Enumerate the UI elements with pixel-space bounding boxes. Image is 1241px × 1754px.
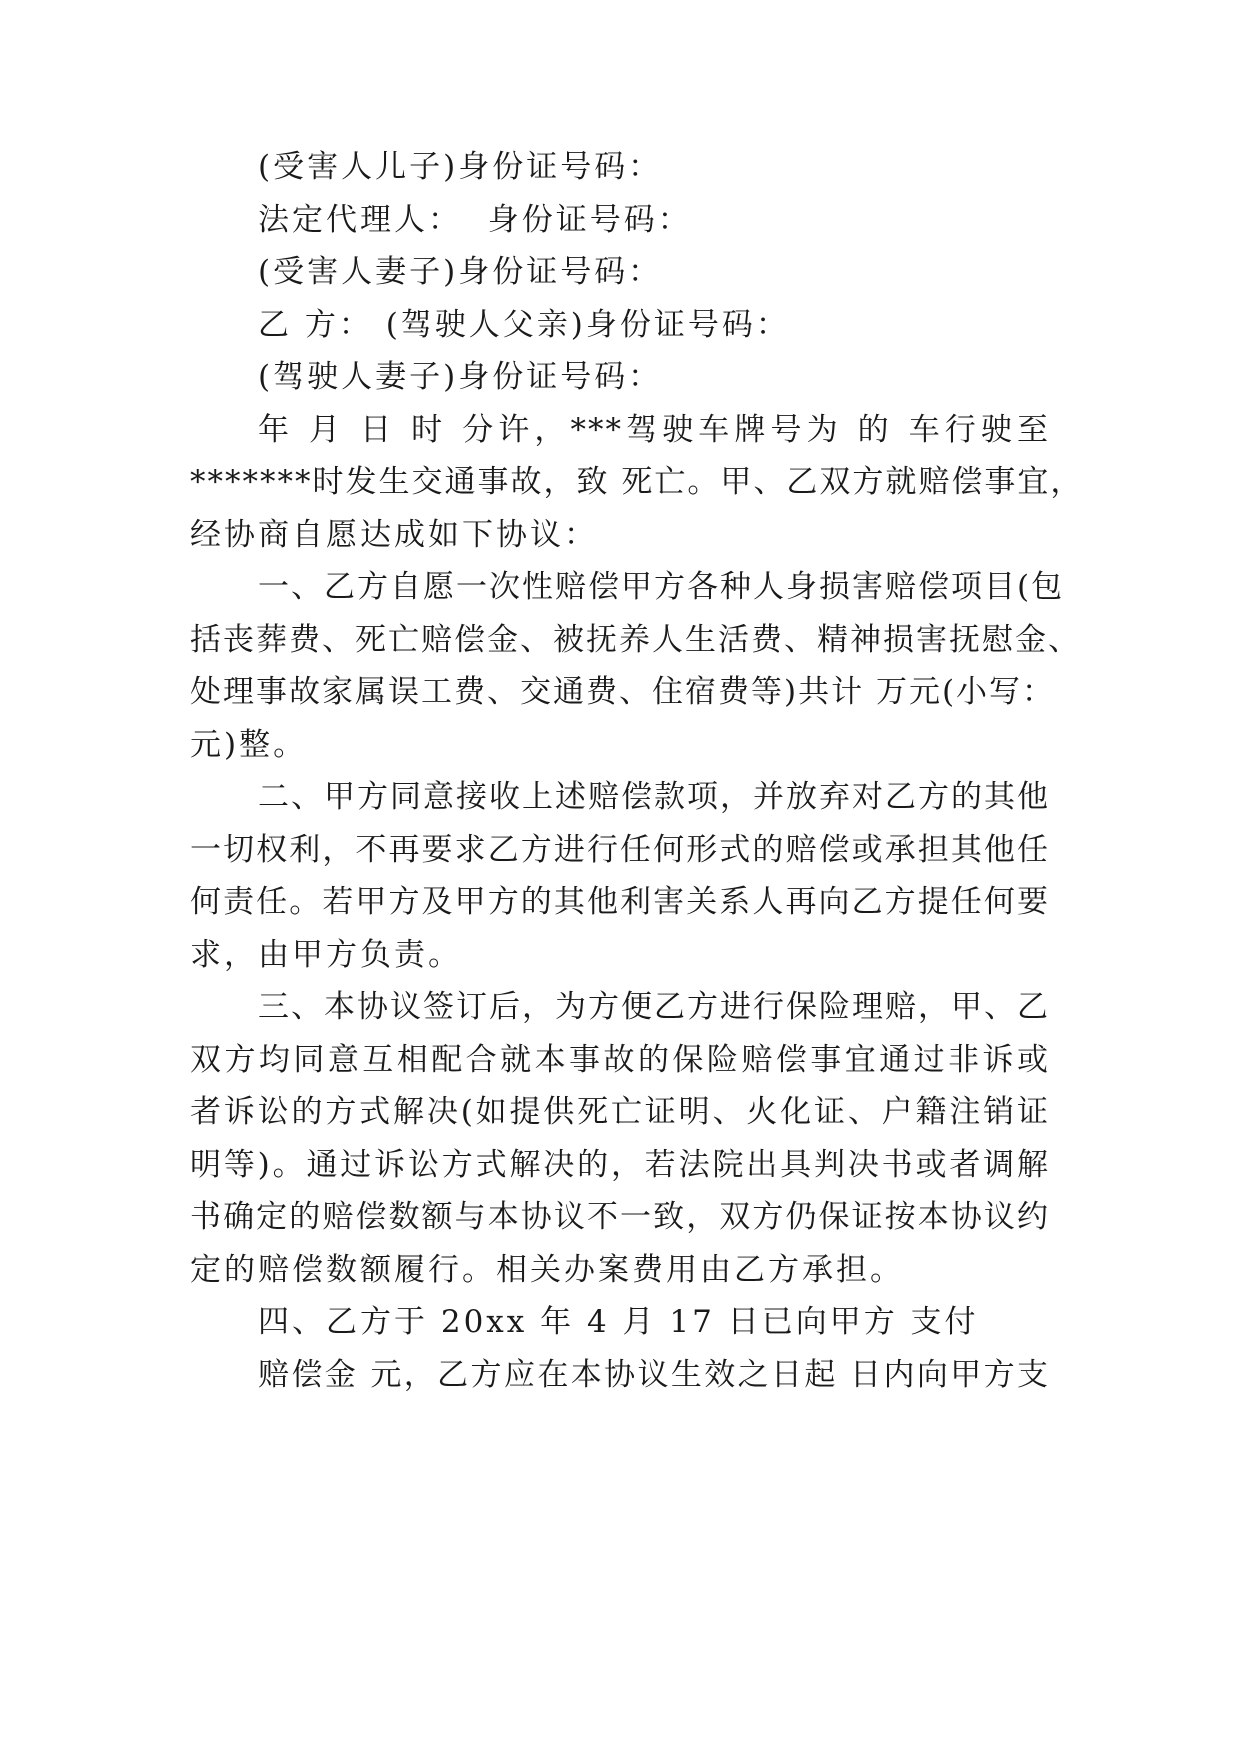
paragraph-intro-line-3: 经协商自愿达成如下协议： [190, 517, 598, 553]
clause-1-line-1: 一、乙方自愿一次性赔偿甲方各种人身损害赔偿项目(包 [258, 569, 1065, 605]
clause-3-line-4: 明等)。通过诉讼方式解决的，若法院出具判决书或者调解 [190, 1147, 1050, 1183]
legal-representative-line: 法定代理人： 身份证号码： [258, 202, 692, 238]
clause-2-line-4: 求，由甲方负责。 [190, 937, 462, 973]
clause-3-line-6: 定的赔偿数额履行。相关办案费用由乙方承担。 [190, 1252, 904, 1288]
paragraph-intro-line-1: 年 月 日 时 分许，***驾驶车牌号为 的 车行驶至 [258, 412, 1050, 448]
clause-3-line-2: 双方均同意互相配合就本事故的保险赔偿事宜通过非诉或 [190, 1042, 1050, 1078]
clause-3-line-5: 书确定的赔偿数额与本协议不一致，双方仍保证按本协议约 [190, 1199, 1050, 1235]
paragraph-intro-line-2: *******时发生交通事故，致 死亡。甲、乙双方就赔偿事宜， [190, 464, 1084, 500]
clause-4-line-1: 四、乙方于 20xx 年 4 月 17 日已向甲方 支付 [258, 1304, 979, 1340]
wife-id-line: (受害人妻子)身份证号码： [258, 254, 663, 290]
clause-2-line-3: 何责任。若甲方及甲方的其他利害关系人再向乙方提任何要 [190, 884, 1050, 920]
driver-wife-id-line: (驾驶人妻子)身份证号码： [258, 359, 663, 395]
clause-2-line-1: 二、甲方同意接收上述赔偿款项，并放弃对乙方的其他 [258, 779, 1050, 815]
clause-1-line-2: 括丧葬费、死亡赔偿金、被抚养人生活费、精神损害抚慰金、 [190, 622, 1081, 658]
clause-1-line-3: 处理事故家属误工费、交通费、住宿费等)共计 万元(小写： [190, 674, 1056, 710]
clause-2-line-2: 一切权利，不再要求乙方进行任何形式的赔偿或承担其他任 [190, 832, 1050, 868]
son-id-line: (受害人儿子)身份证号码： [258, 149, 663, 185]
clause-1-line-4: 元)整。 [190, 727, 308, 763]
clause-4-line-2: 赔偿金 元，乙方应在本协议生效之日起 日内向甲方支 [258, 1357, 1050, 1393]
clause-3-line-3: 者诉讼的方式解决(如提供死亡证明、火化证、户籍注销证 [190, 1094, 1050, 1130]
clause-3-line-1: 三、本协议签订后，为方便乙方进行保险理赔，甲、乙 [258, 989, 1050, 1025]
party-b-line: 乙 方： (驾驶人父亲)身份证号码： [258, 307, 790, 343]
